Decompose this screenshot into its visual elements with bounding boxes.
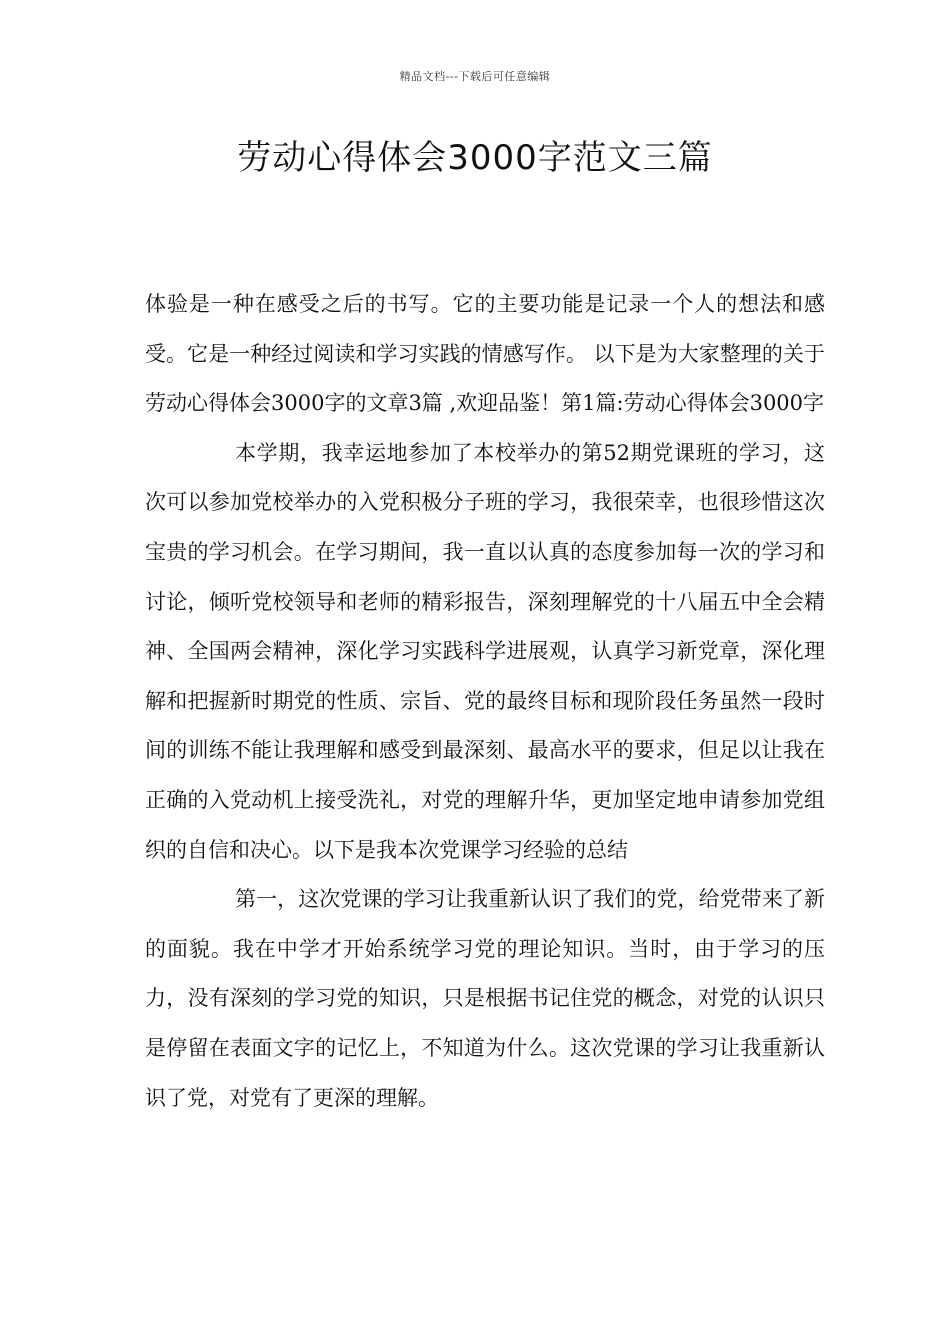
document-title: 劳动心得体会3000字范文三篇 — [237, 138, 713, 178]
document-body — [145, 280, 825, 1123]
header-note: 精品文档---下载后可任意编辑 — [399, 70, 551, 83]
intro-paragraph: 体验是一种在感受之后的书写。它的主要功能是记录一个人的想法和感受。它是一种经过阅读和学习实践的情感写作。 以下是为大家整理的关于劳动心得体会3000字的文章3篇 ,欢迎品鉴！第1篇:劳动心得体会3000字 — [145, 292, 825, 416]
body-paragraph: 第一，这次党课的学习让我重新认识了我们的党，给党带来了新的面貌。我在中学才开始系统学习党的理论知识。当时，由于学习的压力，没有深刻的学习党的知识，只是根据书记住党的概念，对党的认识只是停留在表面文字的记忆上，不知道为什么。这次党课的学习让我重新认识了党，对党有了更深的理解。 — [145, 887, 825, 1110]
body-paragraph: 本学期，我幸运地参加了本校举办的第52期党课班的学习，这次可以参加党校举办的入党积极分子班的学习，我很荣幸，也很珍惜这次宝贵的学习机会。在学习期间，我一直以认真的态度参加每一次的学习和讨论，倾听党校领导和老师的精彩报告，深刻理解党的十八届五中全会精神、全国两会精神，深化学习实践科学进展观，认真学习新党章，深化理解和把握新时期党的性质、宗旨、党的最终目标和现阶段任务虽然一段时间的训练不能让我理解和感受到最深刻、最高水平的要求，但足以让我在正确的入党动机上接受洗礼，对党的理解升华，更加坚定地申请参加党组织的自信和决心。以下是我本次党课学习经验的总结 — [145, 440, 825, 862]
